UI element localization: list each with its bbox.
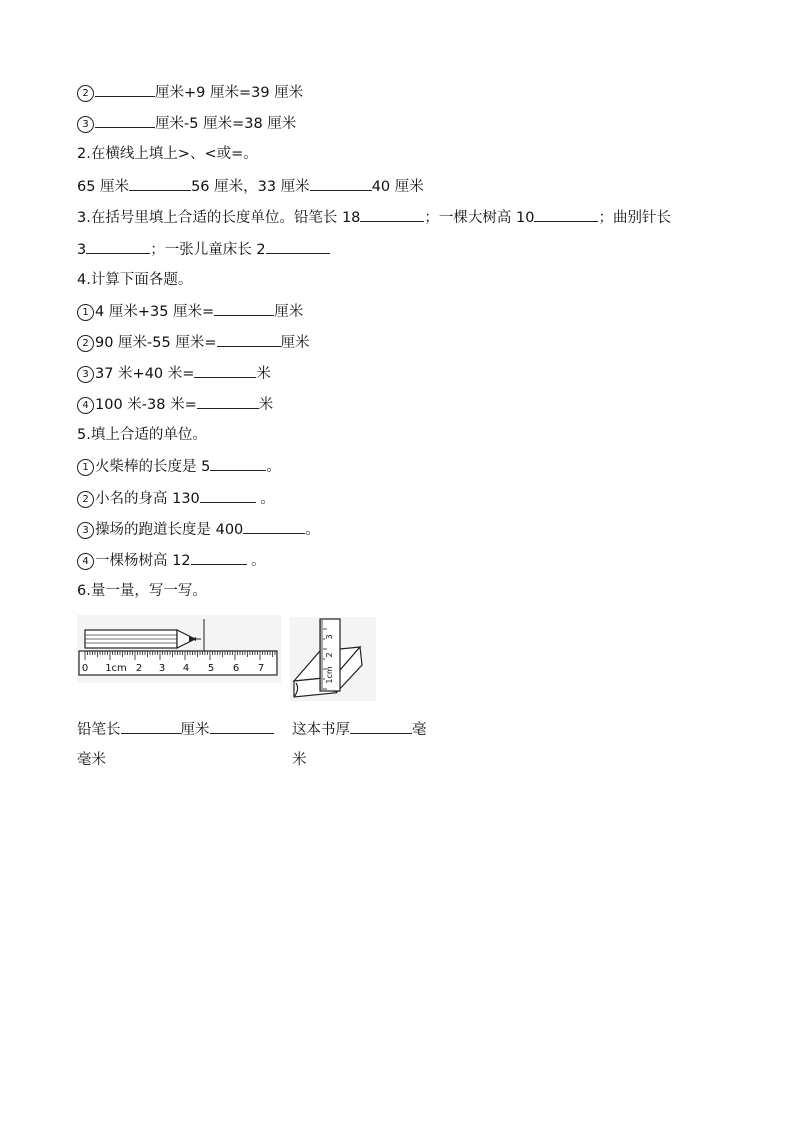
q4-item-4 <box>77 394 273 415</box>
q4-title: 4.计算下面各题。 <box>77 272 193 288</box>
item-text: 火柴棒的长度是 5 <box>95 459 211 475</box>
caption-text: 这本书厚 <box>292 722 350 738</box>
answer-blank[interactable] <box>214 301 274 316</box>
circled-number: 3 <box>77 522 94 539</box>
item-unit: 米 <box>258 397 274 413</box>
answer-blank[interactable] <box>217 332 281 347</box>
answer-blank[interactable] <box>95 82 155 97</box>
caption-unit: 厘米 <box>180 722 210 738</box>
q1-item-3 <box>77 113 296 134</box>
q4-item-3 <box>77 363 271 384</box>
pencil-caption <box>77 719 274 740</box>
item-text: 小名的身高 130 <box>95 491 200 507</box>
q3-text: ；一张儿童床长 2 <box>150 242 266 258</box>
q6-title: 6.量一量，写一写。 <box>77 583 207 599</box>
ruler-icon <box>79 651 277 675</box>
caption-text: 铅笔长 <box>77 722 121 738</box>
circled-number: 4 <box>77 397 94 414</box>
q5-item-2 <box>77 488 275 509</box>
book-ruler-figure <box>290 617 376 701</box>
circled-number: 3 <box>77 366 94 383</box>
answer-blank[interactable] <box>200 488 256 503</box>
compare-right-1: 56 厘米，33 厘米 <box>191 179 310 195</box>
ruler-label: 4 <box>182 663 190 674</box>
answer-blank[interactable] <box>360 207 424 222</box>
answer-blank[interactable] <box>534 207 598 222</box>
q3-text: 3.在括号里填上合适的长度单位。铅笔长 18 <box>77 210 361 226</box>
item-text: 厘米-5 厘米=38 厘米 <box>155 116 297 132</box>
item-text: 100 米-38 米= <box>95 397 197 413</box>
item-text: 一棵杨树高 12 <box>95 553 191 569</box>
answer-blank[interactable] <box>191 550 247 565</box>
ruler-label: 5 <box>207 663 215 674</box>
q3-line-1 <box>77 207 671 228</box>
book-caption <box>292 719 427 740</box>
answer-blank[interactable] <box>310 176 372 191</box>
circled-number: 1 <box>77 459 94 476</box>
q3-text: ；一棵大树高 10 <box>424 210 535 226</box>
item-text: 4 厘米+35 厘米= <box>95 304 215 320</box>
ruler-label: 0 <box>81 663 89 674</box>
item-text: 厘米+9 厘米=39 厘米 <box>155 85 304 101</box>
caption-unit: 毫 <box>412 722 427 738</box>
answer-blank[interactable] <box>243 519 305 534</box>
ruler-label: 3 <box>158 663 166 674</box>
item-punct: 。 <box>246 553 266 569</box>
item-punct: 。 <box>255 491 275 507</box>
answer-blank[interactable] <box>350 719 412 734</box>
circled-number: 4 <box>77 553 94 570</box>
vertical-ruler-icon <box>320 619 340 691</box>
circled-number: 2 <box>77 491 94 508</box>
pencil-icon <box>85 630 201 648</box>
item-unit: 厘米 <box>280 335 310 351</box>
item-text: 操场的跑道长度是 400 <box>95 522 244 538</box>
circled-number: 2 <box>77 85 94 102</box>
compare-right-2: 40 厘米 <box>371 179 424 195</box>
pencil-ruler-figure <box>77 615 281 683</box>
item-unit: 米 <box>256 366 271 382</box>
q3-text: 3 <box>77 242 87 258</box>
answer-blank[interactable] <box>210 719 274 734</box>
q5-title: 5.填上合适的单位。 <box>77 427 207 443</box>
answer-blank[interactable] <box>266 239 330 254</box>
q4-item-1 <box>77 301 303 322</box>
ruler-label: 1cm <box>105 663 127 674</box>
q4-item-2 <box>77 332 310 353</box>
circled-number: 3 <box>77 116 94 133</box>
answer-blank[interactable] <box>95 113 155 128</box>
answer-blank[interactable] <box>86 239 150 254</box>
q3-line-2 <box>77 239 330 260</box>
ruler-label: 7 <box>257 663 265 674</box>
item-text: 37 米+40 米= <box>95 366 195 382</box>
vruler-label: 1cm <box>325 666 334 684</box>
ruler-label: 6 <box>232 663 240 674</box>
q5-item-1 <box>77 456 281 477</box>
q2-title: 2.在横线上填上>、<或=。 <box>77 146 258 162</box>
ruler-label: 2 <box>135 663 143 674</box>
vruler-label: 2 <box>325 652 334 658</box>
circled-number: 1 <box>77 304 94 321</box>
item-punct: 。 <box>305 522 320 538</box>
vruler-label: 3 <box>325 634 334 640</box>
q5-item-3 <box>77 519 320 540</box>
answer-blank[interactable] <box>210 456 266 471</box>
q1-item-2 <box>77 82 303 103</box>
q2-compare <box>77 176 424 197</box>
item-text: 90 厘米-55 厘米= <box>95 335 217 351</box>
circled-number: 2 <box>77 335 94 352</box>
item-unit: 厘米 <box>274 304 304 320</box>
answer-blank[interactable] <box>197 394 259 409</box>
q5-item-4 <box>77 550 266 571</box>
q3-text: ；曲别针长 <box>598 210 671 226</box>
book-caption-unit: 米 <box>292 752 307 768</box>
answer-blank[interactable] <box>129 176 191 191</box>
item-punct: 。 <box>266 459 281 475</box>
pencil-caption-unit: 毫米 <box>77 752 106 768</box>
compare-left-1: 65 厘米 <box>77 179 130 195</box>
answer-blank[interactable] <box>121 719 181 734</box>
answer-blank[interactable] <box>194 363 256 378</box>
